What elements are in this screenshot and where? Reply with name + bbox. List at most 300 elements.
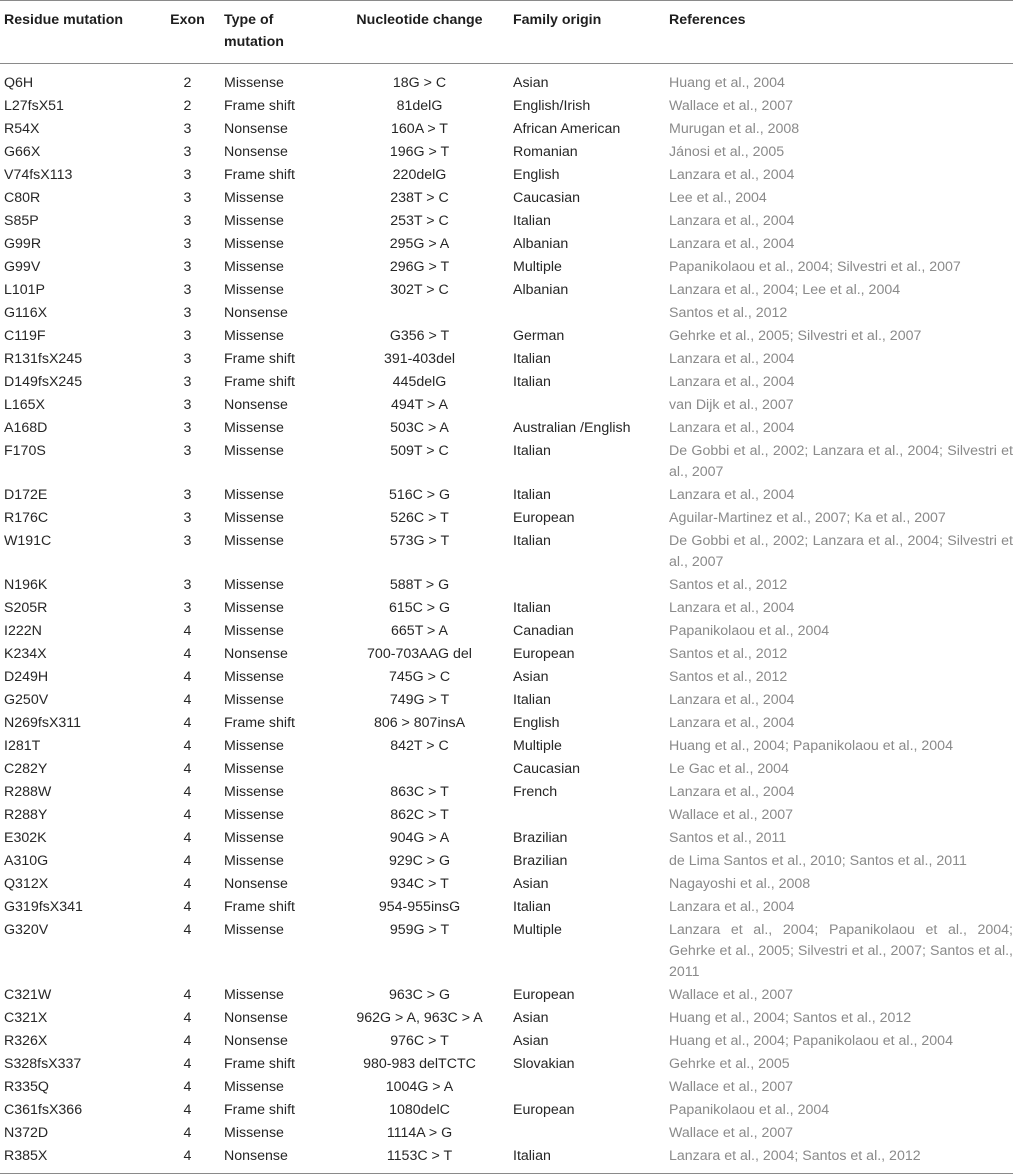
- table-row: [0, 781, 1013, 804]
- cell-nucleotide-change: 934C > T: [390, 876, 449, 892]
- cell-type-of-mutation: Missense: [224, 830, 284, 846]
- cell-references: van Dijk et al., 2007: [669, 397, 794, 413]
- cell-residue-mutation: R54X: [4, 121, 40, 137]
- cell-references: Lanzara et al., 2004; Santos et al., 2012: [669, 1148, 921, 1164]
- cell-family-origin: Caucasian: [513, 761, 581, 777]
- cell-type-of-mutation: Missense: [224, 669, 284, 685]
- cell-exon: 4: [183, 1033, 192, 1049]
- cell-exon: 3: [183, 167, 192, 183]
- cell-residue-mutation: W191C: [4, 533, 52, 549]
- table-row: [0, 1099, 1013, 1122]
- cell-residue-mutation: C119F: [4, 328, 46, 344]
- cell-residue-mutation: N269fsX311: [4, 715, 82, 731]
- cell-nucleotide-change: 700-703AAG del: [367, 646, 472, 662]
- table-row: [0, 187, 1013, 210]
- table-row: [0, 484, 1013, 507]
- cell-nucleotide-change: 196G > T: [389, 144, 450, 160]
- cell-exon: 4: [183, 784, 192, 800]
- cell-family-origin: Albanian: [513, 236, 569, 252]
- cell-exon: 3: [183, 397, 192, 413]
- cell-nucleotide-change: 904G > A: [389, 830, 450, 846]
- cell-exon: 3: [183, 328, 192, 344]
- cell-nucleotide-change: 494T > A: [391, 397, 448, 413]
- cell-exon: 4: [183, 853, 192, 869]
- header-nucleotide-change: Nucleotide change: [356, 12, 483, 28]
- cell-exon: 4: [183, 830, 192, 846]
- cell-type-of-mutation: Missense: [224, 213, 284, 229]
- cell-family-origin: Asian: [513, 75, 549, 91]
- cell-family-origin: Brazilian: [513, 853, 568, 869]
- cell-references: Lanzara et al., 2004; Papanikolaou et al., 2004; Gehrke et al., 2005; Silvestri et al., 2007; Santos et al., 2011: [669, 922, 1013, 980]
- cell-exon: 3: [183, 305, 192, 321]
- cell-family-origin: Brazilian: [513, 830, 568, 846]
- cell-nucleotide-change: 81delG: [396, 98, 443, 114]
- cell-residue-mutation: N372D: [4, 1125, 49, 1141]
- cell-exon: 3: [183, 351, 192, 367]
- table-row: [0, 302, 1013, 325]
- cell-residue-mutation: R385X: [4, 1148, 48, 1164]
- cell-family-origin: Italian: [513, 1148, 551, 1164]
- cell-type-of-mutation: Frame shift: [224, 715, 295, 731]
- cell-family-origin: English: [513, 715, 560, 731]
- cell-references: Gehrke et al., 2005; Silvestri et al., 2007: [669, 328, 922, 344]
- cell-residue-mutation: C361fsX366: [4, 1102, 83, 1118]
- cell-references: Wallace et al., 2007: [669, 1079, 794, 1095]
- cell-exon: 3: [183, 236, 192, 252]
- cell-family-origin: German: [513, 328, 565, 344]
- cell-residue-mutation: L165X: [4, 397, 46, 413]
- cell-residue-mutation: G66X: [4, 144, 41, 160]
- cell-exon: 4: [183, 738, 192, 754]
- cell-residue-mutation: R288Y: [4, 807, 48, 823]
- cell-residue-mutation: E302K: [4, 830, 47, 846]
- cell-residue-mutation: I222N: [4, 623, 42, 639]
- cell-family-origin: Italian: [513, 443, 551, 459]
- cell-family-origin: Asian: [513, 1033, 549, 1049]
- cell-nucleotide-change: 253T > C: [390, 213, 449, 229]
- cell-residue-mutation: A310G: [4, 853, 49, 869]
- cell-family-origin: European: [513, 646, 575, 662]
- cell-nucleotide-change: 18G > C: [392, 75, 447, 91]
- cell-type-of-mutation: Missense: [224, 692, 284, 708]
- cell-nucleotide-change: 295G > A: [389, 236, 450, 252]
- cell-type-of-mutation: Missense: [224, 600, 284, 616]
- table-row: [0, 64, 1013, 96]
- cell-type-of-mutation: Missense: [224, 577, 284, 593]
- cell-nucleotide-change: 976C > T: [390, 1033, 449, 1049]
- cell-references: Lanzara et al., 2004: [669, 600, 795, 616]
- cell-references: Papanikolaou et al., 2004: [669, 1102, 830, 1118]
- table-row: [0, 440, 1013, 484]
- cell-exon: 3: [183, 282, 192, 298]
- cell-exon: 3: [183, 190, 192, 206]
- cell-family-origin: English: [513, 167, 560, 183]
- table-row: [0, 1007, 1013, 1030]
- cell-nucleotide-change: 980-983 delTCTC: [363, 1056, 476, 1072]
- cell-nucleotide-change: 160A > T: [391, 121, 448, 137]
- table-row: [0, 325, 1013, 348]
- cell-references: Wallace et al., 2007: [669, 98, 794, 114]
- cell-nucleotide-change: 509T > C: [390, 443, 449, 459]
- cell-exon: 4: [183, 1125, 192, 1141]
- cell-nucleotide-change: 220delG: [392, 167, 447, 183]
- cell-references: Lanzara et al., 2004: [669, 784, 795, 800]
- cell-nucleotide-change: 1153C > T: [386, 1148, 453, 1164]
- cell-references: Papanikolaou et al., 2004: [669, 623, 830, 639]
- cell-type-of-mutation: Frame shift: [224, 899, 295, 915]
- cell-type-of-mutation: Frame shift: [224, 1056, 295, 1072]
- cell-nucleotide-change: 588T > G: [389, 577, 450, 593]
- table-row: [0, 1076, 1013, 1099]
- cell-references: Murugan et al., 2008: [669, 121, 800, 137]
- cell-references: Wallace et al., 2007: [669, 807, 794, 823]
- cell-family-origin: European: [513, 510, 575, 526]
- cell-type-of-mutation: Frame shift: [224, 98, 295, 114]
- cell-family-origin: Italian: [513, 351, 551, 367]
- cell-type-of-mutation: Missense: [224, 761, 284, 777]
- cell-references: De Gobbi et al., 2002; Lanzara et al., 2004; Silvestri et al., 2007: [669, 533, 1013, 570]
- cell-family-origin: Canadian: [513, 623, 574, 639]
- cell-type-of-mutation: Missense: [224, 1125, 284, 1141]
- cell-references: Santos et al., 2012: [669, 577, 788, 593]
- cell-references: Santos et al., 2012: [669, 305, 788, 321]
- cell-references: Lanzara et al., 2004: [669, 167, 795, 183]
- table-row: [0, 530, 1013, 574]
- cell-nucleotide-change: G356 > T: [389, 328, 450, 344]
- cell-exon: 3: [183, 443, 192, 459]
- cell-residue-mutation: S328fsX337: [4, 1056, 82, 1072]
- cell-residue-mutation: L27fsX51: [4, 98, 64, 114]
- cell-references: Lanzara et al., 2004: [669, 374, 795, 390]
- cell-exon: 4: [183, 899, 192, 915]
- cell-family-origin: Multiple: [513, 738, 562, 754]
- cell-references: Lanzara et al., 2004: [669, 899, 795, 915]
- cell-family-origin: African American: [513, 121, 621, 137]
- table-row: [0, 507, 1013, 530]
- cell-type-of-mutation: Missense: [224, 236, 284, 252]
- cell-type-of-mutation: Nonsense: [224, 121, 288, 137]
- cell-type-of-mutation: Frame shift: [224, 1102, 295, 1118]
- cell-exon: 2: [183, 98, 192, 114]
- cell-family-origin: Caucasian: [513, 190, 581, 206]
- cell-residue-mutation: G116X: [4, 305, 48, 321]
- table-row: [0, 1030, 1013, 1053]
- cell-exon: 4: [183, 715, 192, 731]
- cell-type-of-mutation: Nonsense: [224, 305, 288, 321]
- table-row: [0, 256, 1013, 279]
- cell-references: Lanzara et al., 2004: [669, 351, 795, 367]
- header-exon: Exon: [170, 12, 205, 28]
- table-row: [0, 371, 1013, 394]
- cell-residue-mutation: C282Y: [4, 761, 48, 777]
- cell-type-of-mutation: Missense: [224, 443, 284, 459]
- cell-nucleotide-change: 806 > 807insA: [373, 715, 466, 731]
- cell-exon: 4: [183, 1010, 192, 1026]
- cell-family-origin: Multiple: [513, 922, 562, 938]
- cell-type-of-mutation: Nonsense: [224, 646, 288, 662]
- cell-nucleotide-change: 526C > T: [390, 510, 449, 526]
- cell-family-origin: Italian: [513, 487, 551, 503]
- cell-nucleotide-change: 749G > T: [389, 692, 450, 708]
- cell-family-origin: Australian /English: [513, 420, 631, 436]
- cell-residue-mutation: K234X: [4, 646, 47, 662]
- cell-family-origin: Albanian: [513, 282, 569, 298]
- cell-references: Huang et al., 2004; Papanikolaou et al., 2004: [669, 1033, 953, 1049]
- cell-exon: 4: [183, 1102, 192, 1118]
- cell-type-of-mutation: Missense: [224, 807, 284, 823]
- cell-references: Huang et al., 2004: [669, 75, 785, 91]
- cell-nucleotide-change: 665T > A: [391, 623, 448, 639]
- cell-references: Wallace et al., 2007: [669, 987, 794, 1003]
- cell-residue-mutation: S205R: [4, 600, 48, 616]
- cell-references: Gehrke et al., 2005: [669, 1056, 790, 1072]
- cell-references: Wallace et al., 2007: [669, 1125, 794, 1141]
- cell-nucleotide-change: [332, 302, 507, 325]
- cell-references: Lanzara et al., 2004: [669, 213, 795, 229]
- table-row: [0, 873, 1013, 896]
- cell-type-of-mutation: Missense: [224, 623, 284, 639]
- cell-family-origin: Asian: [513, 876, 549, 892]
- cell-exon: 3: [183, 213, 192, 229]
- cell-exon: 4: [183, 1148, 192, 1164]
- table-row: [0, 118, 1013, 141]
- cell-references: Santos et al., 2011: [669, 830, 787, 846]
- cell-residue-mutation: R131fsX245: [4, 351, 83, 367]
- cell-family-origin: [507, 574, 663, 597]
- cell-exon: 3: [183, 577, 192, 593]
- table-row: [0, 210, 1013, 233]
- cell-type-of-mutation: Missense: [224, 328, 284, 344]
- table-row: [0, 804, 1013, 827]
- cell-residue-mutation: G99V: [4, 259, 41, 275]
- cell-residue-mutation: A168D: [4, 420, 48, 436]
- table-row: [0, 597, 1013, 620]
- cell-references: de Lima Santos et al., 2010; Santos et al., 2011: [669, 853, 967, 869]
- cell-residue-mutation: Q6H: [4, 75, 34, 91]
- cell-nucleotide-change: 1080delC: [389, 1102, 450, 1118]
- cell-references: Lanzara et al., 2004: [669, 692, 795, 708]
- cell-nucleotide-change: 842T > C: [390, 738, 449, 754]
- cell-type-of-mutation: Missense: [224, 853, 284, 869]
- table-row: [0, 417, 1013, 440]
- cell-type-of-mutation: Missense: [224, 738, 284, 754]
- header-references: References: [669, 12, 746, 28]
- cell-nucleotide-change: 445delG: [392, 374, 447, 390]
- cell-type-of-mutation: Missense: [224, 75, 284, 91]
- cell-nucleotide-change: [332, 758, 507, 781]
- table-row: [0, 827, 1013, 850]
- cell-references: Lanzara et al., 2004: [669, 487, 795, 503]
- cell-family-origin: French: [513, 784, 558, 800]
- table-row: [0, 984, 1013, 1007]
- table-header: [0, 1, 1013, 64]
- cell-residue-mutation: C321W: [4, 987, 52, 1003]
- cell-family-origin: Asian: [513, 1010, 549, 1026]
- cell-type-of-mutation: Nonsense: [224, 397, 288, 413]
- table-row: [0, 689, 1013, 712]
- cell-references: Le Gac et al., 2004: [669, 761, 789, 777]
- cell-exon: 4: [183, 646, 192, 662]
- cell-family-origin: [507, 1076, 663, 1099]
- cell-nucleotide-change: 1114A > G: [386, 1125, 453, 1141]
- table-row: [0, 1145, 1013, 1174]
- cell-family-origin: Romanian: [513, 144, 578, 160]
- cell-type-of-mutation: Frame shift: [224, 167, 295, 183]
- cell-exon: 4: [183, 669, 192, 685]
- cell-nucleotide-change: 238T > C: [390, 190, 449, 206]
- cell-type-of-mutation: Nonsense: [224, 1148, 288, 1164]
- header-type-of-mutation: Type of mutation: [224, 12, 284, 50]
- table-row: [0, 141, 1013, 164]
- cell-residue-mutation: G99R: [4, 236, 42, 252]
- table-row: [0, 666, 1013, 689]
- cell-exon: 3: [183, 533, 192, 549]
- cell-residue-mutation: R326X: [4, 1033, 48, 1049]
- cell-type-of-mutation: Missense: [224, 784, 284, 800]
- cell-type-of-mutation: Nonsense: [224, 144, 288, 160]
- cell-nucleotide-change: 296G > T: [389, 259, 450, 275]
- table-row: [0, 279, 1013, 302]
- cell-references: Jánosi et al., 2005: [669, 144, 785, 160]
- cell-nucleotide-change: 1004G > A: [385, 1079, 454, 1095]
- cell-references: Huang et al., 2004; Papanikolaou et al., 2004: [669, 738, 953, 754]
- cell-family-origin: Multiple: [513, 259, 562, 275]
- cell-exon: 4: [183, 987, 192, 1003]
- table-row: [0, 233, 1013, 256]
- cell-family-origin: Italian: [513, 533, 551, 549]
- cell-references: Santos et al., 2012: [669, 669, 788, 685]
- cell-nucleotide-change: 954-955insG: [378, 899, 461, 915]
- cell-references: Lanzara et al., 2004: [669, 236, 795, 252]
- cell-residue-mutation: V74fsX113: [4, 167, 73, 183]
- cell-type-of-mutation: Missense: [224, 1079, 284, 1095]
- cell-residue-mutation: N196K: [4, 577, 48, 593]
- cell-exon: 4: [183, 922, 192, 938]
- cell-residue-mutation: C321X: [4, 1010, 48, 1026]
- cell-nucleotide-change: 929C > G: [388, 853, 451, 869]
- cell-residue-mutation: D249H: [4, 669, 49, 685]
- cell-references: De Gobbi et al., 2002; Lanzara et al., 2004; Silvestri et al., 2007: [669, 443, 1013, 480]
- cell-residue-mutation: D149fsX245: [4, 374, 83, 390]
- table-row: [0, 1122, 1013, 1145]
- cell-references: Santos et al., 2012: [669, 646, 788, 662]
- cell-exon: 2: [183, 75, 192, 91]
- cell-nucleotide-change: 963C > G: [388, 987, 451, 1003]
- cell-family-origin: Italian: [513, 692, 551, 708]
- cell-family-origin: Italian: [513, 600, 551, 616]
- cell-residue-mutation: I281T: [4, 738, 41, 754]
- cell-residue-mutation: R176C: [4, 510, 49, 526]
- cell-exon: 3: [183, 510, 192, 526]
- cell-exon: 3: [183, 259, 192, 275]
- table-row: [0, 735, 1013, 758]
- cell-family-origin: Asian: [513, 669, 549, 685]
- table-row: [0, 574, 1013, 597]
- cell-nucleotide-change: 573G > T: [389, 533, 450, 549]
- header-residue-mutation: Residue mutation: [4, 12, 124, 28]
- cell-references: Lee et al., 2004: [669, 190, 767, 206]
- table-row: [0, 620, 1013, 643]
- cell-type-of-mutation: Frame shift: [224, 374, 295, 390]
- cell-exon: 4: [183, 623, 192, 639]
- cell-references: Lanzara et al., 2004; Lee et al., 2004: [669, 282, 901, 298]
- cell-exon: 3: [183, 374, 192, 390]
- cell-exon: 3: [183, 420, 192, 436]
- cell-exon: 3: [183, 487, 192, 503]
- cell-references: Lanzara et al., 2004: [669, 420, 795, 436]
- cell-exon: 4: [183, 761, 192, 777]
- cell-type-of-mutation: Missense: [224, 533, 284, 549]
- table-row: [0, 1053, 1013, 1076]
- cell-nucleotide-change: 863C > T: [390, 784, 449, 800]
- cell-family-origin: Italian: [513, 213, 551, 229]
- cell-family-origin: European: [513, 987, 575, 1003]
- cell-family-origin: [507, 302, 663, 325]
- cell-type-of-mutation: Nonsense: [224, 876, 288, 892]
- cell-residue-mutation: G250V: [4, 692, 49, 708]
- table-row: [0, 95, 1013, 118]
- table-body: [0, 64, 1013, 1174]
- cell-family-origin: [507, 1122, 663, 1145]
- cell-nucleotide-change: 391-403del: [384, 351, 455, 367]
- table-row: [0, 712, 1013, 735]
- cell-type-of-mutation: Missense: [224, 487, 284, 503]
- header-row: [0, 1, 1013, 64]
- cell-type-of-mutation: Missense: [224, 282, 284, 298]
- cell-exon: 3: [183, 600, 192, 616]
- cell-exon: 3: [183, 144, 192, 160]
- cell-nucleotide-change: 745G > C: [388, 669, 451, 685]
- cell-residue-mutation: S85P: [4, 213, 39, 229]
- cell-type-of-mutation: Nonsense: [224, 1033, 288, 1049]
- cell-references: Lanzara et al., 2004: [669, 715, 795, 731]
- cell-nucleotide-change: 516C > G: [388, 487, 451, 503]
- cell-residue-mutation: D172E: [4, 487, 48, 503]
- cell-type-of-mutation: Missense: [224, 987, 284, 1003]
- cell-residue-mutation: C80R: [4, 190, 41, 206]
- table-row: [0, 758, 1013, 781]
- cell-family-origin: [507, 394, 663, 417]
- cell-family-origin: Slovakian: [513, 1056, 575, 1072]
- cell-family-origin: European: [513, 1102, 575, 1118]
- cell-residue-mutation: R335Q: [4, 1079, 49, 1095]
- table-row: [0, 394, 1013, 417]
- table-row: [0, 643, 1013, 666]
- cell-residue-mutation: G320V: [4, 922, 49, 938]
- cell-residue-mutation: G319fsX341: [4, 899, 83, 915]
- cell-residue-mutation: Q312X: [4, 876, 49, 892]
- cell-type-of-mutation: Missense: [224, 510, 284, 526]
- cell-nucleotide-change: 615C > G: [388, 600, 451, 616]
- cell-type-of-mutation: Frame shift: [224, 351, 295, 367]
- cell-residue-mutation: F170S: [4, 443, 46, 459]
- cell-family-origin: [507, 804, 663, 827]
- cell-type-of-mutation: Missense: [224, 420, 284, 436]
- cell-exon: 3: [183, 121, 192, 137]
- table-row: [0, 896, 1013, 919]
- cell-nucleotide-change: 302T > C: [390, 282, 449, 298]
- table-row: [0, 164, 1013, 187]
- table-row: [0, 348, 1013, 371]
- cell-exon: 4: [183, 692, 192, 708]
- table-row: [0, 850, 1013, 873]
- cell-references: Nagayoshi et al., 2008: [669, 876, 811, 892]
- cell-exon: 4: [183, 807, 192, 823]
- cell-nucleotide-change: 862C > T: [390, 807, 449, 823]
- cell-family-origin: English/Irish: [513, 98, 591, 114]
- cell-type-of-mutation: Missense: [224, 259, 284, 275]
- cell-type-of-mutation: Nonsense: [224, 1010, 288, 1026]
